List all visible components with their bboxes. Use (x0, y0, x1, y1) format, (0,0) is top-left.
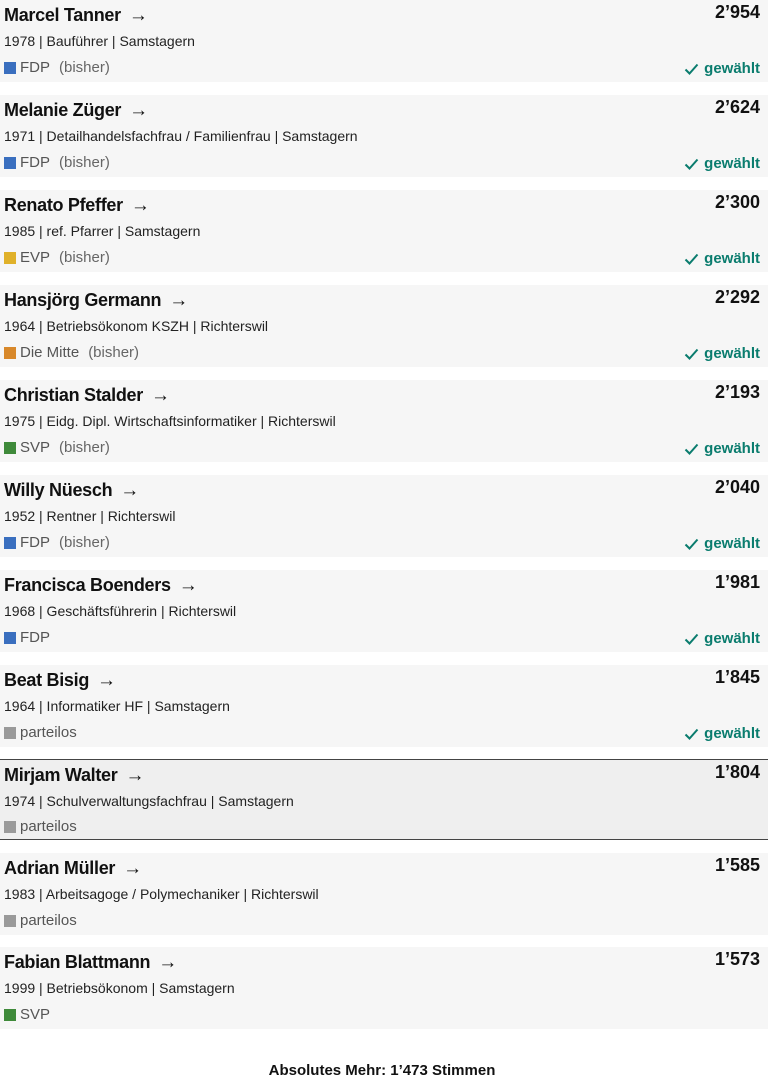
elected-status (684, 535, 760, 552)
candidate-details: 1971 | Detailhandelsfachfrau / Familienfrau | Samstagern (4, 128, 358, 144)
vote-count: 1’804 (714, 762, 760, 782)
arrow-right-icon: → (150, 385, 170, 406)
party-info (4, 344, 139, 361)
elected-status (684, 60, 760, 77)
candidate-name: Beat Bisig (4, 669, 90, 690)
elected-label: gewählt (704, 630, 760, 647)
check-icon (684, 633, 699, 645)
candidate-name: Willy Nüesch (4, 479, 113, 500)
vote-count: 1’981 (714, 572, 760, 592)
party-name: Die Mitte (20, 344, 80, 361)
arrow-right-icon: → (97, 670, 116, 691)
candidate-name: Hansjörg Germann (4, 289, 162, 310)
party-info (4, 439, 110, 456)
party-color-swatch (4, 157, 16, 169)
elected-status (684, 250, 760, 267)
arrow-right-icon: → (169, 290, 188, 311)
party-color-swatch (4, 442, 16, 454)
candidate-card-adrian-mueller[interactable] (0, 853, 768, 935)
candidate-details: 1975 | Eidg. Dipl. Wirtschaftsinformatiker | Richterswil (4, 413, 336, 429)
vote-count: 2’954 (714, 2, 760, 22)
candidate-details: 1999 | Betriebsökonom | Samstagern (4, 980, 235, 996)
candidate-details: 1964 | Informatiker HF | Samstagern (4, 698, 230, 714)
elected-label: gewählt (704, 60, 760, 77)
party-name: parteilos (20, 818, 77, 835)
party-name: FDP (20, 629, 50, 646)
candidate-name: Renato Pfeffer (4, 194, 123, 215)
candidate-name-link[interactable] (4, 764, 144, 786)
party-color-swatch (4, 727, 16, 739)
check-icon (684, 158, 699, 170)
arrow-right-icon: → (125, 765, 145, 786)
party-info (4, 154, 110, 171)
arrow-right-icon: → (128, 5, 148, 26)
candidate-details: 1978 | Bauführer | Samstagern (4, 33, 195, 49)
arrow-right-icon: → (120, 480, 139, 501)
candidate-details: 1985 | ref. Pfarrer | Samstagern (4, 223, 201, 239)
party-color-swatch (4, 252, 16, 264)
party-color-swatch (4, 347, 16, 359)
party-name: EVP (20, 249, 51, 266)
candidate-name-link[interactable] (4, 99, 148, 121)
candidate-card-mirjam-walter[interactable] (0, 759, 768, 840)
party-info (4, 59, 110, 76)
candidate-name-link[interactable] (4, 857, 142, 879)
elected-label: gewählt (704, 725, 760, 742)
elected-status (684, 725, 760, 742)
vote-count: 1’573 (714, 949, 760, 969)
candidate-card-renato-pfeffer[interactable] (0, 190, 768, 272)
party-name: parteilos (20, 912, 77, 929)
candidate-name: Francisca Boenders (4, 574, 171, 595)
party-color-swatch (4, 632, 16, 644)
vote-count: 2’300 (714, 192, 760, 212)
elected-label: gewählt (704, 535, 760, 552)
party-name: FDP (20, 154, 50, 171)
candidate-name: Fabian Blattmann (4, 951, 151, 972)
check-icon (684, 728, 699, 740)
elected-label: gewählt (704, 155, 760, 172)
check-icon (684, 348, 699, 360)
party-info (4, 534, 110, 551)
candidate-name-link[interactable] (4, 479, 139, 501)
party-info (4, 249, 110, 266)
vote-count: 2’040 (714, 477, 760, 497)
party-name: FDP (20, 534, 50, 551)
elected-status (684, 155, 760, 172)
candidate-details: 1968 | Geschäftsführerin | Richterswil (4, 603, 237, 619)
arrow-right-icon: → (123, 858, 142, 879)
party-color-swatch (4, 821, 16, 833)
elected-label: gewählt (704, 345, 760, 362)
party-color-swatch (4, 62, 16, 74)
party-name: FDP (20, 59, 50, 76)
vote-count: 1’845 (714, 667, 760, 687)
candidate-name: Adrian Müller (4, 857, 116, 878)
incumbent-label: (bisher) (59, 59, 110, 76)
candidate-details: 1964 | Betriebsökonom KSZH | Richterswil (4, 318, 269, 334)
check-icon (684, 63, 699, 75)
incumbent-label: (bisher) (59, 154, 110, 171)
candidate-card-melanie-zueger[interactable] (0, 95, 768, 177)
incumbent-label: (bisher) (88, 344, 140, 361)
party-color-swatch (4, 915, 16, 927)
candidate-card-fabian-blattmann[interactable] (0, 947, 768, 1029)
party-name: parteilos (20, 724, 77, 741)
arrow-right-icon: → (158, 952, 177, 973)
arrow-right-icon: → (178, 575, 198, 596)
party-info (4, 629, 50, 646)
candidate-details: 1983 | Arbeitsagoge / Polymechaniker | Richterswil (4, 886, 319, 902)
candidate-name: Christian Stalder (4, 384, 143, 405)
candidate-card-francisca-boenders[interactable] (0, 570, 768, 652)
candidate-card-christian-stalder[interactable] (0, 380, 768, 462)
vote-count: 1’585 (714, 855, 760, 875)
absolute-majority-note: Absolutes Mehr: 1’473 Stimmen (268, 1062, 496, 1079)
party-name: SVP (20, 1006, 51, 1023)
elected-status (684, 440, 760, 457)
check-icon (684, 443, 699, 455)
candidate-card-willy-nueesch[interactable] (0, 475, 768, 557)
check-icon (684, 253, 699, 265)
candidate-name-link[interactable] (4, 289, 188, 311)
elected-status (684, 345, 760, 362)
incumbent-label: (bisher) (59, 249, 110, 266)
candidate-card-marcel-tanner[interactable] (0, 0, 768, 82)
party-info (4, 724, 77, 741)
incumbent-label: (bisher) (59, 534, 110, 551)
party-info (4, 818, 77, 835)
candidate-name-link[interactable] (4, 669, 116, 691)
check-icon (684, 538, 699, 550)
candidate-card-hansjoerg-germann[interactable] (0, 285, 768, 367)
candidate-name-link[interactable] (4, 574, 197, 596)
vote-count: 2’292 (714, 287, 760, 307)
vote-count: 2’193 (714, 382, 760, 402)
party-info (4, 1006, 50, 1023)
candidate-name: Marcel Tanner (4, 4, 121, 25)
party-color-swatch (4, 537, 16, 549)
vote-count: 2’624 (714, 97, 760, 117)
elected-label: gewählt (704, 440, 760, 457)
candidate-name-link[interactable] (4, 4, 148, 26)
arrow-right-icon: → (130, 195, 150, 216)
candidate-name-link[interactable] (4, 194, 150, 216)
incumbent-label: (bisher) (59, 439, 110, 456)
candidate-details: 1974 | Schulverwaltungsfachfrau | Samstagern (4, 793, 294, 809)
candidate-card-beat-bisig[interactable] (0, 665, 768, 747)
candidate-name: Melanie Züger (4, 99, 122, 120)
candidate-name: Mirjam Walter (4, 764, 118, 785)
party-name: SVP (20, 439, 51, 456)
elected-status (684, 630, 760, 647)
arrow-right-icon: → (129, 100, 148, 121)
party-info (4, 912, 77, 929)
candidate-details: 1952 | Rentner | Richterswil (4, 508, 176, 524)
candidate-name-link[interactable] (4, 951, 177, 973)
elected-label: gewählt (704, 250, 760, 267)
candidate-name-link[interactable] (4, 384, 170, 406)
party-color-swatch (4, 1009, 16, 1021)
